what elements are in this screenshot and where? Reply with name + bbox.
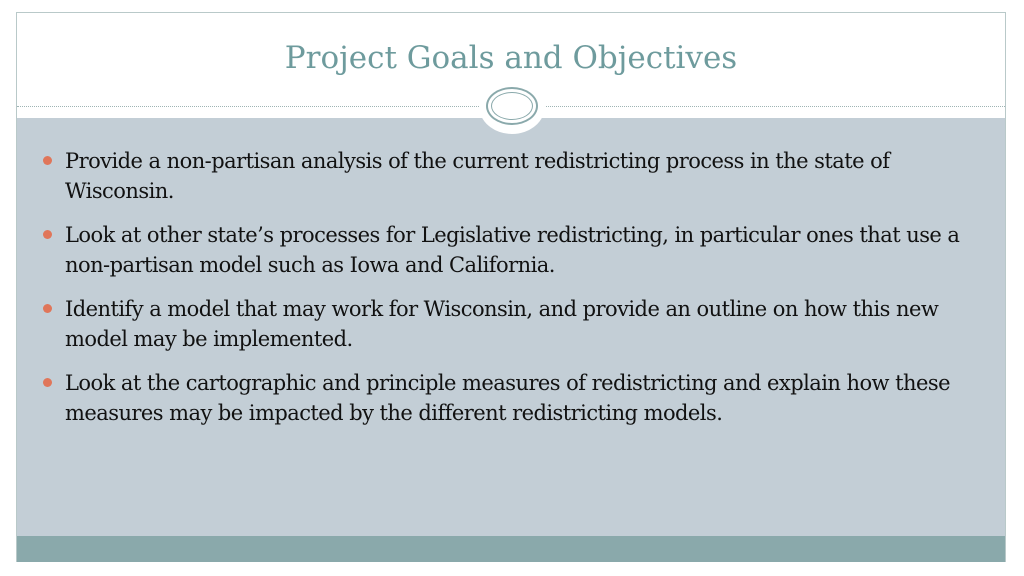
bullet-item — [40, 368, 990, 428]
bullet-item — [40, 146, 990, 206]
circle-bullet-icon — [43, 156, 52, 165]
bullet-text: Identify a model that may work for Wisconsin, and provide an outline on how this new model may be implemented. — [65, 297, 939, 351]
bullet-text: Provide a non-partisan analysis of the current redistricting process in the state of Wisconsin. — [65, 149, 890, 203]
bottom-band — [17, 536, 1005, 562]
bullet-item — [40, 220, 990, 280]
slide-title: Project Goals and Objectives — [284, 40, 738, 76]
oval-ring-icon — [486, 87, 538, 125]
circle-bullet-icon — [43, 378, 52, 387]
circle-bullet-icon — [43, 304, 52, 313]
bullet-text: Look at other state’s processes for Legislative redistricting, in particular ones that use a non-partisan model such as Iowa and California. — [65, 223, 960, 277]
bullet-list — [40, 146, 990, 442]
circle-bullet-icon — [43, 230, 52, 239]
bullet-text: Look at the cartographic and principle measures of redistricting and explain how these measures may be impacted by the different redistricting models. — [65, 371, 950, 425]
bullet-item — [40, 294, 990, 354]
